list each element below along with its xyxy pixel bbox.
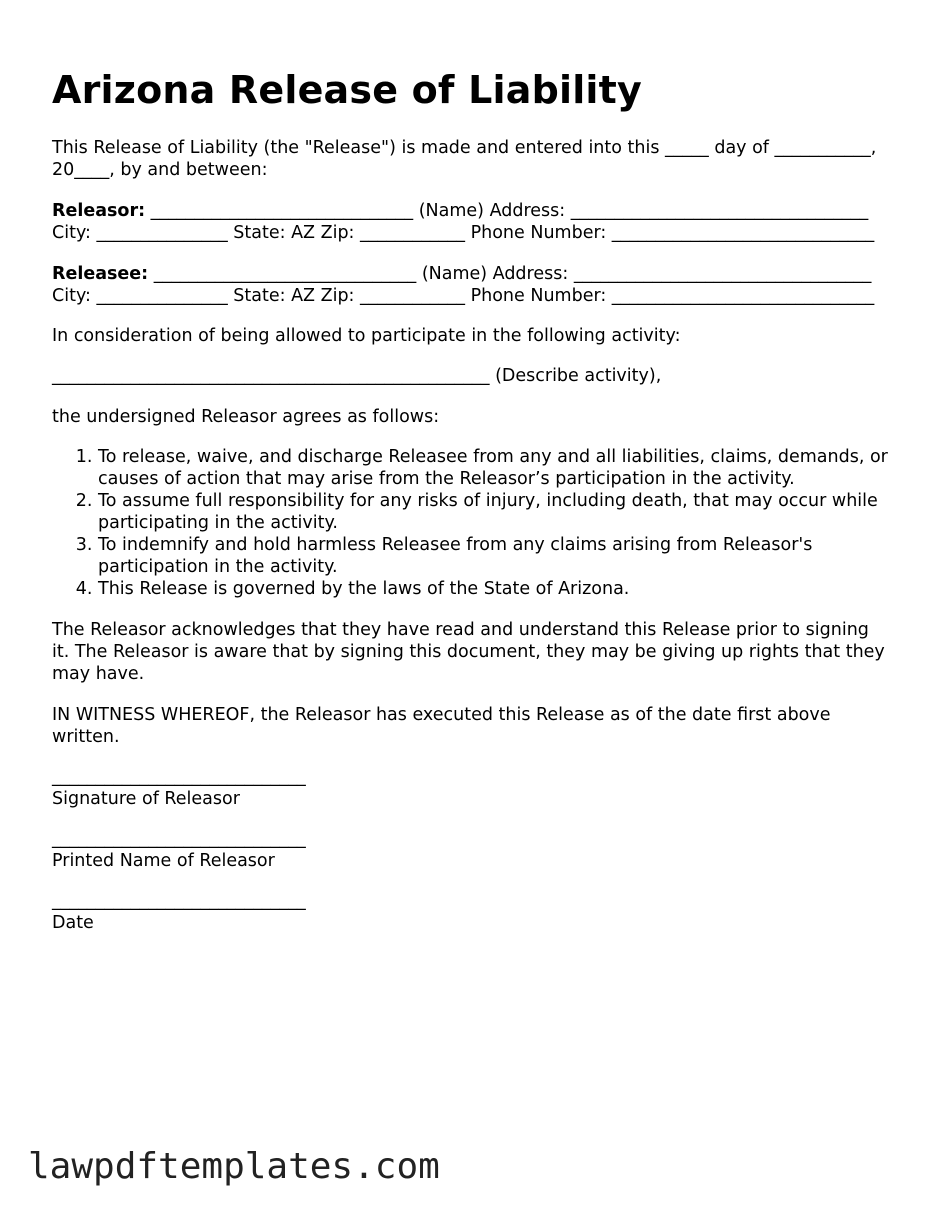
term-item: 2. To assume full responsibility for any risks of injury, including death, that may occur while participating in the activity. — [98, 490, 888, 534]
printed-name-label: Printed Name of Releasor — [52, 851, 275, 871]
document-page — [52, 62, 888, 934]
releasor-label: Releasor: — [52, 201, 146, 221]
document-title: Arizona Release of Liability — [52, 68, 642, 112]
signature-label: Signature of Releasor — [52, 789, 240, 809]
printed-name-line: _____________________________ — [52, 829, 306, 849]
witness-paragraph: IN WITNESS WHEREOF, the Releasor has executed this Release as of the date first above written. — [52, 705, 831, 747]
releasee-block — [52, 263, 888, 307]
site-watermark: lawpdftemplates.com — [28, 1146, 440, 1187]
terms-list — [52, 446, 888, 600]
term-item: 1. To release, waive, and discharge Releasee from any and all liabilities, claims, demands, or causes of action that may arise from the Releasor’s participation in the activity. — [98, 446, 888, 490]
releasee-name-address: ______________________________ (Name) Address: — [148, 264, 569, 284]
activity-line: __________________________________________________ (Describe activity), — [52, 366, 662, 386]
releasee-city-state-phone: __________________________________ City: _______________ State: AZ Zip: ____________ Phone Number: ______________________________ — [52, 264, 875, 306]
agrees-paragraph: the undersigned Releasor agrees as follows: — [52, 407, 440, 427]
term-item: 3. To indemnify and hold harmless Releasee from any claims arising from Releasor's participation in the activity. — [98, 534, 888, 578]
date-label: Date — [52, 913, 94, 933]
releasor-block — [52, 200, 888, 244]
releasor-city-state-phone: __________________________________ City: _______________ State: AZ Zip: ____________ Phone Number: ______________________________ — [52, 201, 875, 243]
signature-line: _____________________________ — [52, 767, 306, 787]
term-item: 4. This Release is governed by the laws of the State of Arizona. — [98, 578, 888, 600]
consideration-paragraph: In consideration of being allowed to participate in the following activity: — [52, 326, 681, 346]
date-line: _____________________________ — [52, 891, 306, 911]
signature-block — [52, 766, 888, 934]
releasee-label: Releasee: — [52, 264, 149, 284]
intro-paragraph: This Release of Liability (the "Release") is made and entered into this _____ day of ___________, 20____, by and between: — [52, 138, 877, 180]
releasor-name-address: ______________________________ (Name) Address: — [145, 201, 566, 221]
acknowledgement-paragraph: The Releasor acknowledges that they have read and understand this Release prior to signing it. The Releasor is aware that by signing this document, they may be giving up rights that they may have. — [52, 620, 885, 684]
